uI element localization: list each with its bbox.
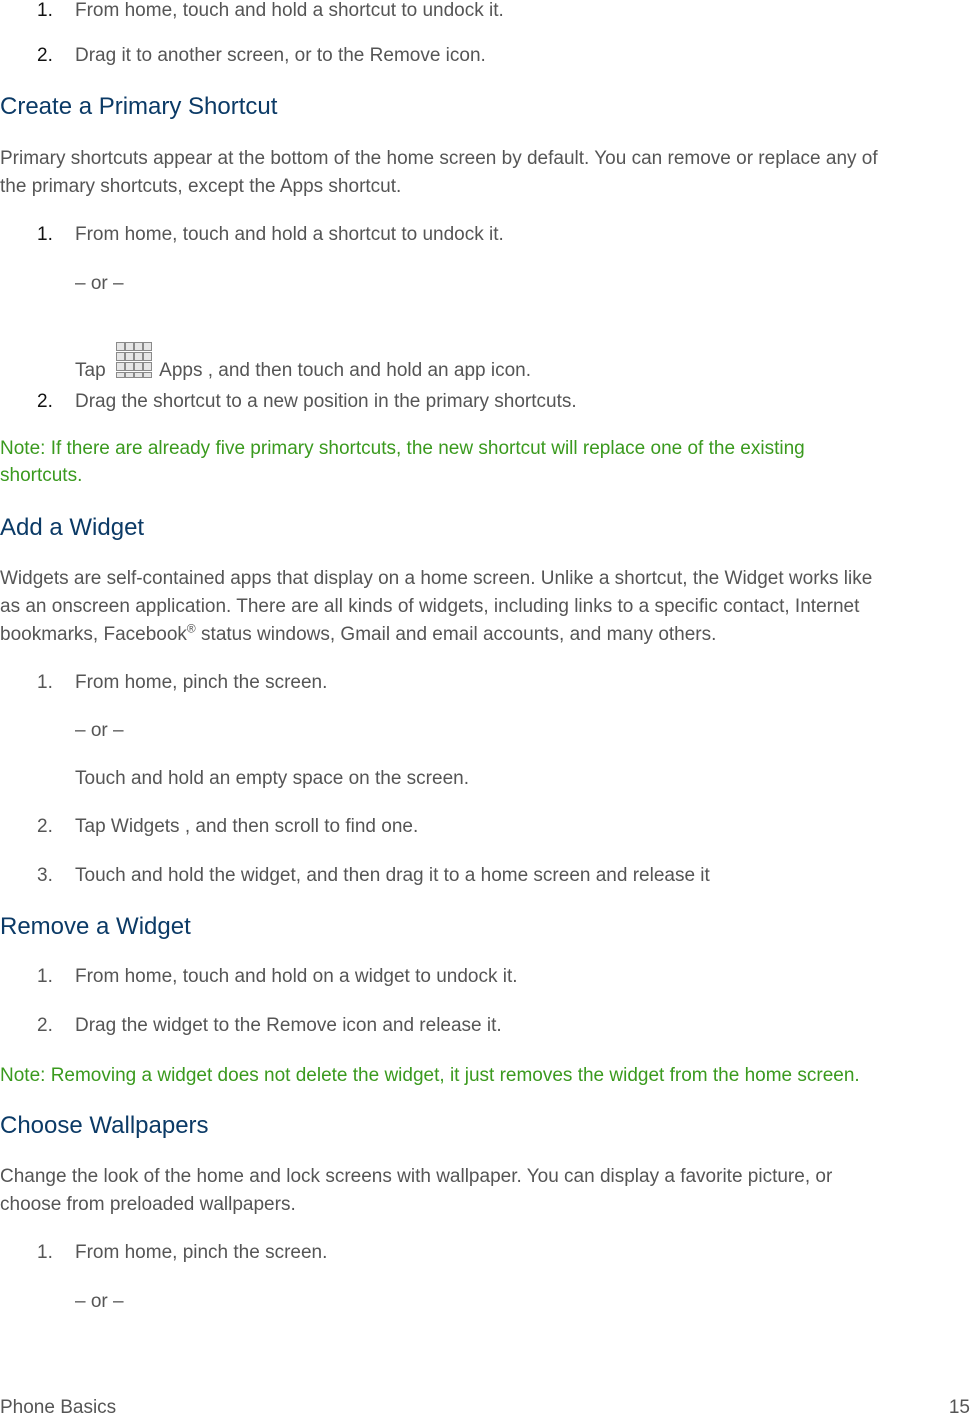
paragraph-text: status windows, Gmail and email accounts, and many others. (195, 624, 717, 645)
section-heading: Choose Wallpapers (0, 1112, 209, 1139)
list-item: Drag the widget to the Remove icon and release it. (75, 1015, 502, 1036)
page-number: 15 (948, 1397, 970, 1418)
list-number: 1. (37, 672, 53, 693)
list-item: Touch and hold the widget, and then drag it to a home screen and release it (75, 865, 710, 886)
paragraph-line: as an onscreen application. There are all kinds of widgets, including links to a specific contact, Internet (0, 596, 860, 617)
list-item: From home, pinch the screen. (75, 672, 328, 693)
paragraph-line: Change the look of the home and lock screens with wallpaper. You can display a favorite picture, or (0, 1166, 833, 1187)
paragraph-line: Widgets are self-contained apps that display on a home screen. Unlike a shortcut, the Widget works like (0, 568, 873, 589)
registered-mark: ® (186, 621, 196, 636)
list-item: From home, pinch the screen. (75, 1242, 328, 1263)
tap-apps-line (75, 341, 531, 382)
list-item: From home, touch and hold a shortcut to undock it. (75, 224, 504, 245)
list-number: 2. (37, 45, 53, 66)
paragraph-line: choose from preloaded wallpapers. (0, 1194, 296, 1215)
list-number: 1. (37, 0, 53, 21)
list-item: Drag it to another screen, or to the Remove icon. (75, 45, 486, 66)
section-heading: Remove a Widget (0, 913, 191, 940)
footer-section-title: Phone Basics (0, 1397, 117, 1418)
or-separator: – or – (75, 1291, 124, 1312)
section-heading: Create a Primary Shortcut (0, 93, 278, 120)
paragraph-text: bookmarks, Facebook (0, 624, 187, 645)
or-separator: – or – (75, 720, 124, 741)
paragraph-line: the primary shortcuts, except the Apps shortcut. (0, 176, 402, 197)
list-item-alt: Touch and hold an empty space on the screen. (75, 768, 469, 789)
list-number: 1. (37, 224, 53, 245)
list-item: Drag the shortcut to a new position in the primary shortcuts. (75, 391, 577, 412)
list-item: From home, touch and hold on a widget to undock it. (75, 966, 518, 987)
apps-grid-icon (114, 341, 152, 379)
tap-prefix: Tap (75, 360, 106, 381)
note-line: shortcuts. (0, 465, 83, 486)
section-heading: Add a Widget (0, 514, 145, 541)
paragraph-line (0, 621, 717, 646)
note-line: Note: Removing a widget does not delete the widget, it just removes the widget from the home screen. (0, 1065, 860, 1086)
list-number: 1. (37, 966, 53, 987)
list-item: From home, touch and hold a shortcut to undock it. (75, 0, 504, 21)
list-number: 2. (37, 816, 53, 837)
list-number: 2. (37, 391, 53, 412)
tap-suffix: Apps , and then touch and hold an app icon. (159, 360, 532, 381)
or-separator: – or – (75, 273, 124, 294)
list-number: 1. (37, 1242, 53, 1263)
paragraph-line: Primary shortcuts appear at the bottom of the home screen by default. You can remove or replace any of (0, 148, 878, 169)
list-item: Tap Widgets , and then scroll to find one. (75, 816, 419, 837)
list-number: 3. (37, 865, 53, 886)
list-number: 2. (37, 1015, 53, 1036)
note-line: Note: If there are already five primary shortcuts, the new shortcut will replace one of the existing (0, 438, 805, 459)
